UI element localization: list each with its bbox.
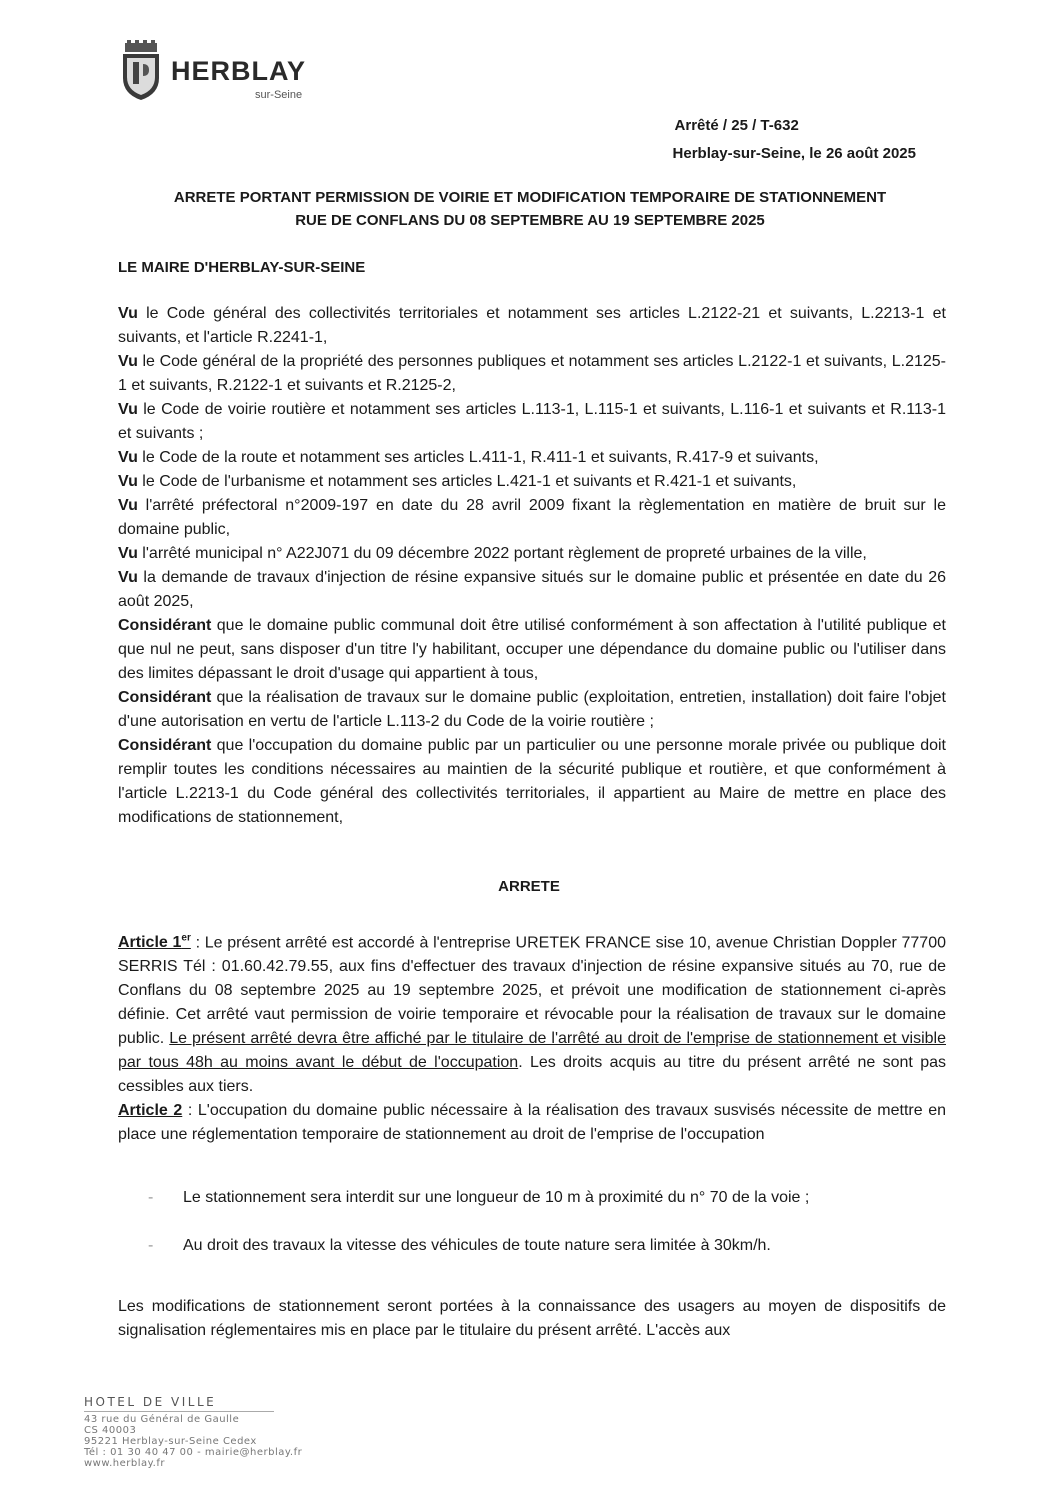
arrete-heading: ARRETE: [498, 878, 560, 895]
city-logo: [115, 40, 335, 110]
footer-line: 95221 Herblay-sur-Seine Cedex: [84, 1436, 257, 1447]
footer-line: CS 40003: [84, 1425, 137, 1436]
article-1: Article 1er : Le présent arrêté est accordé à l'entreprise URETEK FRANCE sise 10, avenue Christian Doppler 77700 SERRIS Tél : 01.60.42.79.55, aux fins d'effectuer des travaux d'injection de résine expansive situés au 70, rue de Conflans du 08 septembre 2025 au 19 septembre 2025, et prévoit une modification de stationnement ci-après définie. Cet arrêté vaut permission de voirie temporaire et révocable pour la réalisation de travaux sur le domaine public. Le présent arrêté devra être affiché par le titulaire de l'arrêté au droit de l'emprise de stationnement et visible par tous 48h au moins avant le début de l'occupation. Les droits acquis au titre du présent arrêté ne sont pas cessibles aux tiers.: [118, 933, 946, 1096]
footer-heading: HOTEL DE VILLE: [84, 1395, 217, 1409]
footer-divider: [84, 1411, 274, 1412]
visa-item: Vu le Code de la route et notamment ses articles L.411-1, R.411-1 et suivants, R.417-9 et suivants,: [118, 449, 819, 466]
document-reference: [673, 112, 916, 168]
city-crest-icon: [117, 40, 165, 102]
visa-item: Vu le Code général de la propriété des personnes publiques et notamment ses articles L.2122-1 et suivants, L.2125-1 et suivants, R.2122-1 et suivants et R.2125-2,: [118, 353, 946, 394]
article-2: Article 2 : L'occupation du domaine public nécessaire à la réalisation des travaux susvisés nécessite de mettre en place une réglementation temporaire de stationnement au droit de l'emprise de l'occupation: [118, 1102, 947, 1144]
document-title: [90, 186, 970, 232]
list-item: - Au droit des travaux la vitesse des véhicules de toute nature sera limitée à 30km/h.: [140, 1234, 940, 1282]
bullet-dash-icon: -: [148, 1189, 154, 1206]
visa-item: Vu l'arrêté municipal n° A22J071 du 09 décembre 2022 portant règlement de propreté urbaines de la ville,: [118, 545, 867, 562]
considerant-item: Considérant que l'occupation du domaine public par un particulier ou une personne morale privée ou publique doit remplir toutes les conditions nécessaires au maintien de la sécurité publique et routière, et que conformément à l'article L.2213-1 du Code général des collectivités territoriales, il appartient au Maire de mettre en place des modifications de stationnement,: [118, 737, 946, 826]
article-1-label: Article 1er: [118, 933, 191, 952]
footer-address: [84, 1395, 302, 1469]
considerant-item: Considérant que la réalisation de travaux sur le domaine public (exploitation, entretien, installation) doit faire l'objet d'une autorisation en vertu de l'article L.113-2 du Code de la voirie routière ;: [118, 689, 946, 730]
visa-item: Vu la demande de travaux d'injection de résine expansive situés sur le domaine public et présentée en date du 26 août 2025,: [118, 569, 946, 610]
footer-line: Tél : 01 30 40 47 00 - mairie@herblay.fr: [84, 1447, 303, 1458]
visas-section: [118, 302, 946, 830]
visa-item: Vu l'arrêté préfectoral n°2009-197 en date du 28 avril 2009 fixant la règlementation en matière de bruit sur le domaine public,: [118, 497, 946, 538]
title-line-2: RUE DE CONFLANS DU 08 SEPTEMBRE AU 19 SEPTEMBRE 2025: [295, 212, 765, 229]
posting-requirement: Le présent arrêté devra être affiché par le titulaire de l'arrêté au droit de l'emprise de stationnement et visible par tous 48h au moins avant le début de l'occupation: [118, 1030, 946, 1072]
considerant-item: Considérant que le domaine public communal doit être utilisé conformément à son affectation à l'utilité publique et que nul ne peut, sans disposer d'un titre l'y habilitant, occuper une dépendance du domaine public ou l'utiliser dans des limites dépassant le droit d'usage qui appartient à tous,: [118, 617, 946, 682]
closing-paragraph: Les modifications de stationnement seront portées à la connaissance des usagers au moyen de dispositifs de signalisation réglementaires mis en place par le titulaire du présent arrêté. L'accès aux: [118, 1298, 946, 1339]
mayor-heading: LE MAIRE D'HERBLAY-SUR-SEINE: [118, 259, 366, 276]
footer-line: 43 rue du Général de Gaulle: [84, 1414, 240, 1425]
visa-item: Vu le Code de l'urbanisme et notamment ses articles L.421-1 et suivants et R.421-1 et suivants,: [118, 473, 797, 490]
visa-item: Vu le Code de voirie routière et notamment ses articles L.113-1, L.115-1 et suivants, L.116-1 et suivants et R.113-1 et suivants ;: [118, 401, 946, 442]
brand-name: HERBLAY: [171, 56, 307, 86]
bullet-dash-icon: -: [148, 1237, 154, 1254]
article-2-label: Article 2: [118, 1102, 183, 1120]
brand-subtitle: sur-Seine: [255, 89, 303, 101]
footer-line: www.herblay.fr: [84, 1458, 165, 1469]
decree-number: Arrêté / 25 / T-632: [674, 117, 799, 134]
title-line-1: ARRETE PORTANT PERMISSION DE VOIRIE ET MODIFICATION TEMPORAIRE DE STATIONNEMENT: [173, 189, 887, 206]
visa-item: Vu le Code général des collectivités territoriales et notamment ses articles L.2122-21 et suivants, L.2213-1 et suivants, et l'article R.2241-1,: [118, 305, 946, 346]
measures-list: [140, 1186, 940, 1282]
articles-section: [118, 927, 946, 1147]
place-date: Herblay-sur-Seine, le 26 août 2025: [672, 145, 916, 162]
list-item: - Le stationnement sera interdit sur une longueur de 10 m à proximité du n° 70 de la voie ;: [140, 1186, 940, 1234]
